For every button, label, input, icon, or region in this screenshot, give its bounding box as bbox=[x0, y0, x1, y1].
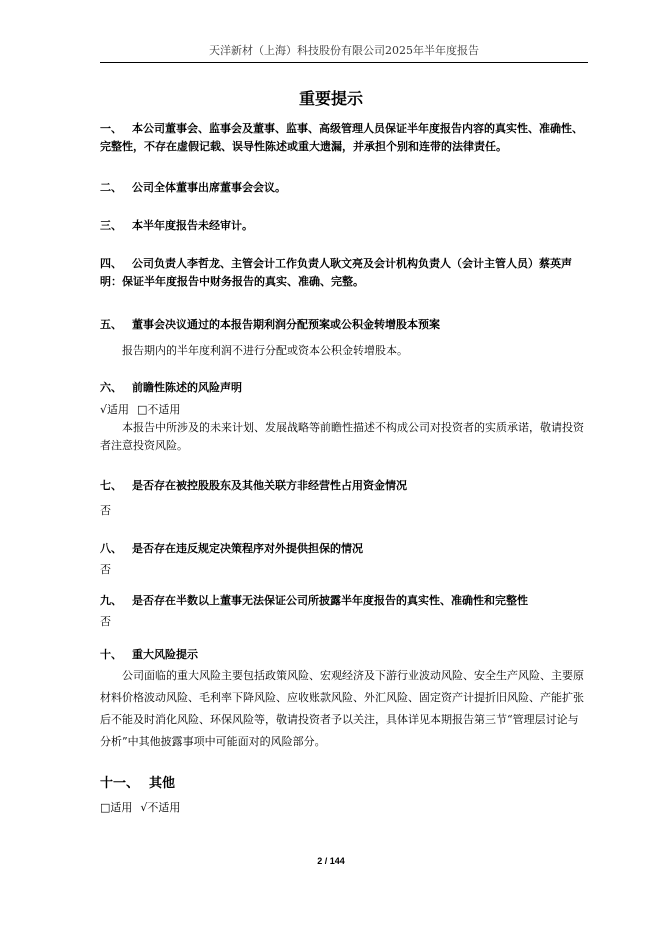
section-5 bbox=[100, 316, 589, 334]
section-4 bbox=[100, 255, 589, 291]
section-number: 三、 bbox=[100, 219, 122, 232]
section-text: 是否存在半数以上董事无法保证公司所披露半年度报告的真实性、准确性和完整性 bbox=[132, 594, 528, 607]
section-number: 五、 bbox=[100, 318, 122, 331]
section-text: 前瞻性陈述的风险声明 bbox=[132, 381, 242, 394]
section-number: 七、 bbox=[100, 479, 122, 492]
section-number: 八、 bbox=[100, 542, 122, 555]
section-8-body: 否 bbox=[100, 563, 111, 576]
section-6 bbox=[100, 379, 589, 397]
section-number: 一、 bbox=[100, 122, 122, 135]
section-number: 九、 bbox=[100, 594, 122, 607]
section-text: 公司全体董事出席董事会会议。 bbox=[132, 181, 286, 194]
section-7 bbox=[100, 477, 589, 495]
section-text: 本半年度报告未经审计。 bbox=[132, 219, 253, 232]
section-10 bbox=[100, 646, 589, 664]
page-title: 重要提示 bbox=[298, 89, 363, 108]
section-number: 二、 bbox=[100, 181, 122, 194]
section-1 bbox=[100, 120, 589, 156]
section-5-body: 报告期内的半年度利润不进行分配或资本公积金转增股本。 bbox=[122, 344, 408, 357]
section-number: 四、 bbox=[100, 257, 122, 270]
section-10-body: 公司面临的重大风险主要包括政策风险、宏观经济及下游行业波动风险、安全生产风险、主要原材料价格波动风险、毛利率下降风险、应收账款风险、外汇风险、固定资产计提折旧风险、产能扩张后不能及时消化风险、环保风险等，敬请投资者予以关注，具体详见本期报告第三节“管理层讨论与分析”中其他披露事项中可能面对的风险部分。 bbox=[100, 669, 584, 748]
page-header: 天洋新材（上海）科技股份有限公司2025年半年度报告 bbox=[100, 42, 588, 63]
section-9 bbox=[100, 592, 589, 610]
section-11 bbox=[100, 775, 589, 793]
section-number: 十、 bbox=[100, 648, 122, 661]
section-text: 公司负责人李哲龙、主管会计工作负责人耿文亮及会计机构负责人（会计主管人员）蔡英声明：保证半年度报告中财务报告的真实、准确、完整。 bbox=[100, 257, 572, 288]
page-number: 2 / 144 bbox=[317, 856, 345, 866]
section-text: 是否存在违反规定决策程序对外提供担保的情况 bbox=[132, 542, 363, 555]
section-text: 董事会决议通过的本报告期利润分配预案或公积金转增股本预案 bbox=[132, 318, 440, 331]
applicable-checkbox: √适用 bbox=[100, 403, 130, 416]
section-6-body: 本报告中所涉及的未来计划、发展战略等前瞻性描述不构成公司对投资者的实质承诺，敬请投资者注意投资风险。 bbox=[100, 421, 584, 452]
section-7-body: 否 bbox=[100, 504, 111, 517]
section-text: 是否存在被控股股东及其他关联方非经营性占用资金情况 bbox=[132, 479, 407, 492]
not-applicable-checkbox: √不适用 bbox=[140, 801, 181, 814]
applicable-checkbox: □适用 bbox=[100, 801, 133, 814]
not-applicable-checkbox: □不适用 bbox=[137, 403, 181, 416]
section-9-body: 否 bbox=[100, 615, 111, 628]
section-text: 其他 bbox=[149, 776, 176, 791]
section-11-checkbox-row bbox=[100, 799, 180, 817]
section-text: 本公司董事会、监事会及董事、监事、高级管理人员保证半年度报告内容的真实性、准确性、完整性，不存在虚假记载、误导性陈述或重大遗漏，并承担个别和连带的法律责任。 bbox=[100, 122, 583, 153]
section-number: 六、 bbox=[100, 381, 122, 394]
section-8 bbox=[100, 540, 589, 558]
section-number: 十一、 bbox=[100, 776, 140, 791]
section-2 bbox=[100, 179, 589, 197]
section-text: 重大风险提示 bbox=[132, 648, 198, 661]
section-6-checkbox-row bbox=[100, 401, 180, 419]
section-3 bbox=[100, 217, 589, 235]
